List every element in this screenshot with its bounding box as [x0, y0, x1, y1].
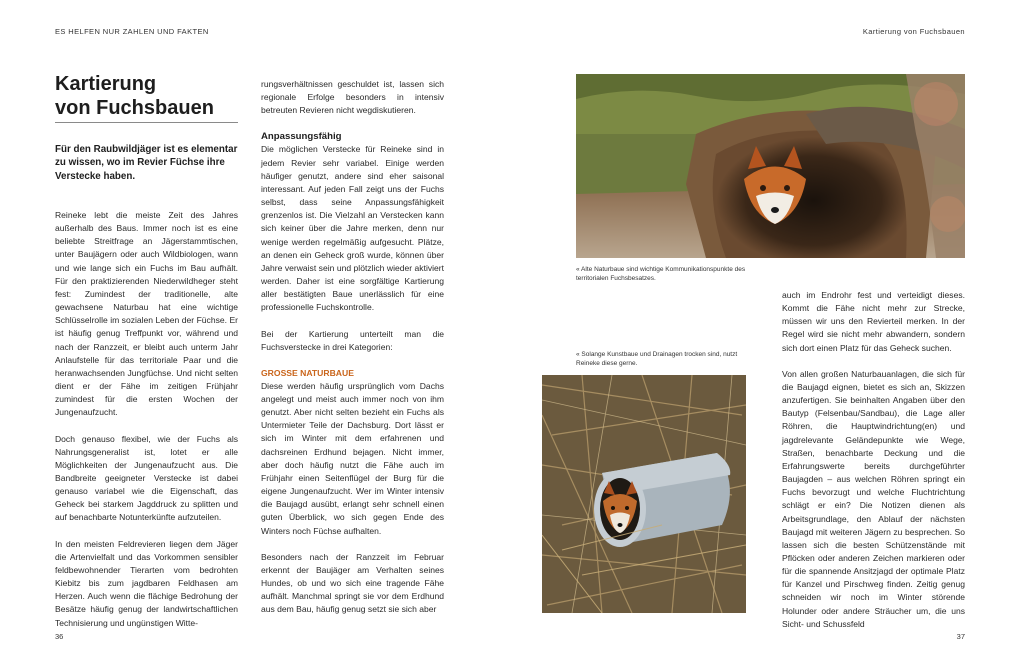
article-title-line1: Kartierung [55, 73, 157, 95]
running-head-right: Kartierung von Fuchsbauen [862, 27, 965, 36]
paragraph: Die möglichen Verstecke für Reineke sind in jedem Revier sehr variabel. Einige werden häufiger genutzt, andere sind eher saisonal interessant. Auf jeden Fall zeigt uns der Fuchs selbst, dass seine Anpassungsfähigkeit grenzenlos ist. Die Vielzahl an Verstecken kann sich keiner über die Jahre merken, denn nur wenige werden regelmäßig aufgesucht. Plätze, an denen ein Geheck groß wurde, können über Jahre verwaist sein und plötzlich wieder aktiviert werden. Daher ist eine sorgfältige Kartierung aller bestätigten Baue unerlässlich für eine professionelle Fuchskontrolle. [261, 144, 444, 313]
photo-fox-natural-den [576, 74, 965, 258]
paragraph: Doch genauso flexibel, wie der Fuchs als Nahrungsgeneralist ist, lotet er alle Möglichkeiten der Jungenaufzucht aus. Die Bandbreite geeigneter Verstecke ist dabei genauso variabel wie die Eigenschaft, das Geheck bei starkem Jagddruck zu splitten und auf benachbarte Notunterkünfte aufzuteilen. [55, 433, 238, 523]
category-heading-naturbaue: GROSSE NATURBAUE [261, 367, 354, 378]
fox-den-illustration [576, 74, 965, 258]
photo-fox-drainage-pipe [542, 375, 746, 613]
article-title-line2: von Fuchsbauen [55, 97, 214, 119]
text-column-2 [261, 78, 444, 616]
paragraph: Reineke lebt die meiste Zeit des Jahres außerhalb des Baus. Immer noch ist es eine beliebte Streitfrage an Jägerstammtischen, unter Baujägern oder auch Wildbiologen, wann und wie lange sich ein Fuchs im Bau aufhält. Für den praktizierenden Niederwildheger steht fest: Zumindest der traditionelle, alte gewachsene Naturbau hat eine wichtige Schlüsselrolle im sozialen Leben der Füchse. Er ist häufig genug Treffpunkt vor, während und nach der Ranzzeit, er bleibt auch unterm Jahr Anlaufstelle für das territoriale Paar und die heranwachsenden Jungfüchse. Und nicht selten dient er der Fähe im zeitigen Frühjahr zumindest für die ersten Wochen der Jungenaufzucht. [55, 210, 238, 418]
title-divider [55, 122, 238, 123]
running-head-left: ES HELFEN NUR ZAHLEN UND FAKTEN [55, 27, 209, 36]
caption-photo-2: « Solange Kunstbaue und Drainagen trocken sind, nutzt Reineke diese gerne. [576, 351, 738, 367]
text-column-1 [55, 209, 238, 630]
subheading-anpassungsfaehig: Anpassungsfähig [261, 131, 342, 143]
paragraph: rungsverhältnissen geschuldet ist, lassen sich regionale Erfolge besonders in intensiv betreuten Revieren nicht wegdiskutieren. [261, 79, 444, 116]
article-lead: Für den Raubwildjäger ist es elementar zu wissen, wo im Revier Füchse ihre Verstecke haben. [55, 144, 238, 182]
page-number-right: 37 [956, 632, 965, 641]
paragraph: Besonders nach der Ranzzeit im Februar erkennt der Baujäger am Verhalten seines Hundes, ob und wo sich eine tragende Fähe aufhält. Manchmal springt sie vor dem Erdhund aus dem Bau, häufig genug setzt sie sich aber [261, 551, 444, 615]
paragraph: In den meisten Feldrevieren liegen dem Jäger die Artenvielfalt und das Vorkommen sensibler feldbewohnender Tierarten vom bedrohten Kiebitz bis zum jagdbaren Feldhasen am Herzen. Auch wenn die flächige Bedrohung der Besätze häufig genug der landwirtschaftlichen Technisierung und ungünstigen Witte- [55, 538, 238, 628]
paragraph: auch im Endrohr fest und verteidigt dieses. Kommt die Fähe nicht mehr zur Strecke, müssen wir uns den Revierteil merken. In der Regel wird sie nicht mehr abwandern, sondern sich dort einen Platz für das Geheck suchen. [782, 290, 965, 353]
paragraph: Diese werden häufig ursprünglich vom Dachs angelegt und meist auch immer noch von ihm genutzt. Aber nicht selten bezieht ein Fuchs als Untermieter Teile der Dachsburg. Dort lässt er sich im Winter mit dem erfahrenen und dachsreinen Erdhund bejagen. Nicht immer, aber doch häufig nutzt die Fähe auch im Frühjahr einen Seitenflügel der Burg für die eigene Jungenaufzucht. Wer im Winter intensiv die Baujagd ausübt, erlangt sehr schnell einen guten Überblick, wo sich gegen Ende des Winters noch Füchse aufhalten. [261, 380, 444, 536]
paragraph: Bei der Kartierung unterteilt man die Fuchsverstecke in drei Kategorien: [261, 328, 444, 352]
article-title [55, 72, 240, 120]
text-column-3 [782, 289, 965, 631]
page-number-left: 36 [55, 632, 64, 641]
paragraph: Von allen großen Naturbauanlagen, die sich für die Baujagd eignen, bietet es sich an, Skizzen anzufertigen. Sie beinhalten Angaben über den Bautyp (Felsenbau/Sandbau), die Lage aller Röhren, die Hauptwindrichtung(en) und jagdrelevante Geländepunkte wie Wege, Straßen, benachbarte Deckung und die Erfahrungswerte bereits durchgeführter Baujagden – aus welchen Röhren springt ein Fuchs bevorzugt und welche Fluchtrichtung schlägt er ein? Die Notizen dienen als Arbeitsgrundlage, den Ablauf der nächsten Baujagd mit weiteren Jägern zu besprechen. So lassen sich die besten Schützenstände mit Pflöcken oder anderen Zeichen markieren oder für die spannende Ansitzjagd der optimale Platz für Kanzel und Pirschweg finden. Zeitig genug schneiden wir noch im Winter störende Holunder oder andere Sträucher um, die uns Sicht- und Schussfeld [782, 368, 965, 629]
fox-pipe-illustration [542, 375, 746, 613]
caption-photo-1: « Alte Naturbaue sind wichtige Kommunikationspunkte des territorialen Fuchsbesatzes. [576, 266, 746, 282]
